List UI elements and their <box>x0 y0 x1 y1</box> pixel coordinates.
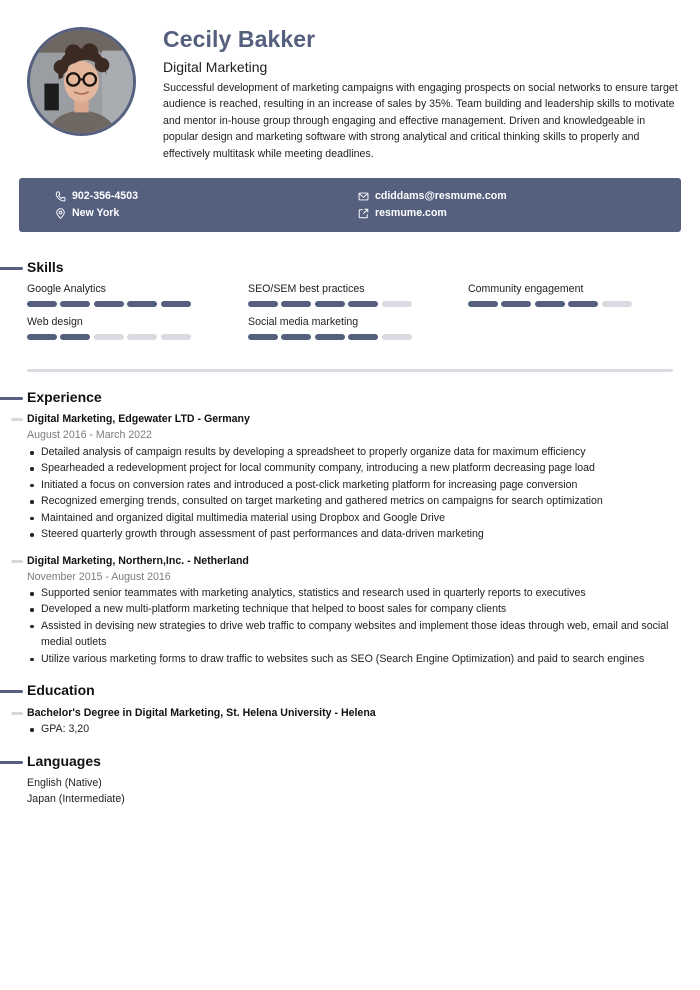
language-item: Japan (Intermediate) <box>27 793 125 805</box>
skill-level-meter <box>248 334 415 340</box>
skill-name: Web design <box>27 316 83 328</box>
education-title: Education <box>27 682 95 698</box>
entry-marker <box>11 418 23 421</box>
section-marker <box>0 761 23 764</box>
skill-level-filled <box>501 301 531 307</box>
candidate-name: Cecily Bakker <box>163 26 316 52</box>
list-item: Maintained and organized digital multimedia material using Dropbox and Google Drive <box>27 510 677 526</box>
skill-level-filled <box>127 301 157 307</box>
skill-level-empty <box>602 301 632 307</box>
skill-level-empty <box>127 334 157 340</box>
list-item: Initiated a focus on conversion rates and introduced a post-click marketing platform for increasing page conversion <box>27 477 677 493</box>
contact-location <box>55 207 119 219</box>
skill-name: Social media marketing <box>248 316 359 328</box>
list-item: Spearheaded a redevelopment project for local community company, introducing a new platform decreasing page load <box>27 460 677 476</box>
contact-phone[interactable] <box>55 190 138 202</box>
skill-level-filled <box>315 334 345 340</box>
skill-level-empty <box>94 334 124 340</box>
external-link-icon <box>358 208 369 219</box>
entry-marker <box>11 712 23 715</box>
job-bullets <box>27 585 677 667</box>
skill-level-meter <box>27 301 194 307</box>
skill-level-filled <box>535 301 565 307</box>
job-dates: November 2015 - August 2016 <box>27 571 171 583</box>
job-title: Digital Marketing, Edgewater LTD - Germany <box>27 413 250 425</box>
phone-number: 902-356-4503 <box>72 190 138 202</box>
location-text: New York <box>72 207 120 219</box>
portrait-image <box>30 30 133 133</box>
list-item: Steered quarterly growth through assessment of past performances and data-driven marketing <box>27 526 677 542</box>
skill-level-filled <box>348 301 378 307</box>
list-item: Supported senior teammates with marketing analytics, statistics and research used in quarterly reports to executives <box>27 585 677 601</box>
job-bullets <box>27 444 677 542</box>
phone-icon <box>55 191 66 202</box>
skill-level-meter <box>27 334 194 340</box>
skill-item <box>248 316 415 340</box>
degree-bullets <box>27 721 677 737</box>
website-link: resmume.com <box>375 207 447 219</box>
section-marker <box>0 267 23 270</box>
skill-level-empty <box>382 301 412 307</box>
skill-level-meter <box>468 301 635 307</box>
skill-level-filled <box>281 334 311 340</box>
experience-title: Experience <box>27 389 102 405</box>
list-item: Recognized emerging trends, consulted on target marketing and gathered metrics on campaigns for search optimization <box>27 493 677 509</box>
language-item: English (Native) <box>27 777 102 789</box>
section-divider <box>27 369 673 372</box>
contact-band <box>19 178 681 232</box>
section-marker <box>0 397 23 400</box>
skill-item <box>248 283 415 307</box>
skill-name: Google Analytics <box>27 283 106 295</box>
skill-level-filled <box>468 301 498 307</box>
candidate-role: Digital Marketing <box>163 59 268 75</box>
degree-title: Bachelor's Degree in Digital Marketing, St. Helena University - Helena <box>27 707 376 719</box>
skill-level-filled <box>248 301 278 307</box>
skill-name: SEO/SEM best practices <box>248 283 365 295</box>
location-pin-icon <box>55 208 66 219</box>
list-item: Assisted in devising new strategies to drive web traffic to company websites and implement those ideas through web, email and social medial outlets <box>27 618 677 651</box>
skill-level-filled <box>60 334 90 340</box>
job-dates: August 2016 - March 2022 <box>27 429 152 441</box>
list-item: Utilize various marketing forms to draw traffic to websites such as SEO (Search Engine Optimization) and paid to search engines <box>27 651 677 667</box>
skill-level-filled <box>248 334 278 340</box>
skill-item <box>27 283 194 307</box>
skill-level-filled <box>315 301 345 307</box>
list-item: Detailed analysis of campaign results by developing a spreadsheet to properly organize data for maximum efficiency <box>27 444 677 460</box>
skill-level-filled <box>27 301 57 307</box>
skill-name: Community engagement <box>468 283 584 295</box>
skills-title: Skills <box>27 259 64 275</box>
skill-level-filled <box>94 301 124 307</box>
profile-photo <box>27 27 136 136</box>
list-item: GPA: 3,20 <box>27 721 677 737</box>
job-title: Digital Marketing, Northern,Inc. - Netherland <box>27 555 249 567</box>
mail-icon <box>358 191 369 202</box>
skill-level-filled <box>27 334 57 340</box>
skill-level-meter <box>248 301 415 307</box>
skill-level-filled <box>348 334 378 340</box>
skill-level-filled <box>161 301 191 307</box>
skill-item <box>27 316 194 340</box>
email-address: cdiddams@resmume.com <box>375 190 507 202</box>
languages-title: Languages <box>27 753 101 769</box>
profile-summary: Successful development of marketing campaigns with engaging prospects on social networks to ensure target audience is reached, resulting in an increase of sales by 35%. Team building and leadership skills to motivate and mentor in-house group through engaging and effective management. Driven and knowledgeable in popular design and marketing software with strong analytical and critical thinking skills to properly and effectively multitask while meeting deadlines. <box>163 82 678 160</box>
skill-level-filled <box>60 301 90 307</box>
skill-level-filled <box>568 301 598 307</box>
contact-website[interactable] <box>358 207 447 219</box>
skill-level-filled <box>281 301 311 307</box>
skill-level-empty <box>382 334 412 340</box>
section-marker <box>0 690 23 693</box>
entry-marker <box>11 560 23 563</box>
contact-email[interactable] <box>358 190 507 202</box>
list-item: Developed a new multi-platform marketing technique that helped to boost sales for company clients <box>27 601 677 617</box>
skill-level-empty <box>161 334 191 340</box>
skill-item <box>468 283 635 307</box>
